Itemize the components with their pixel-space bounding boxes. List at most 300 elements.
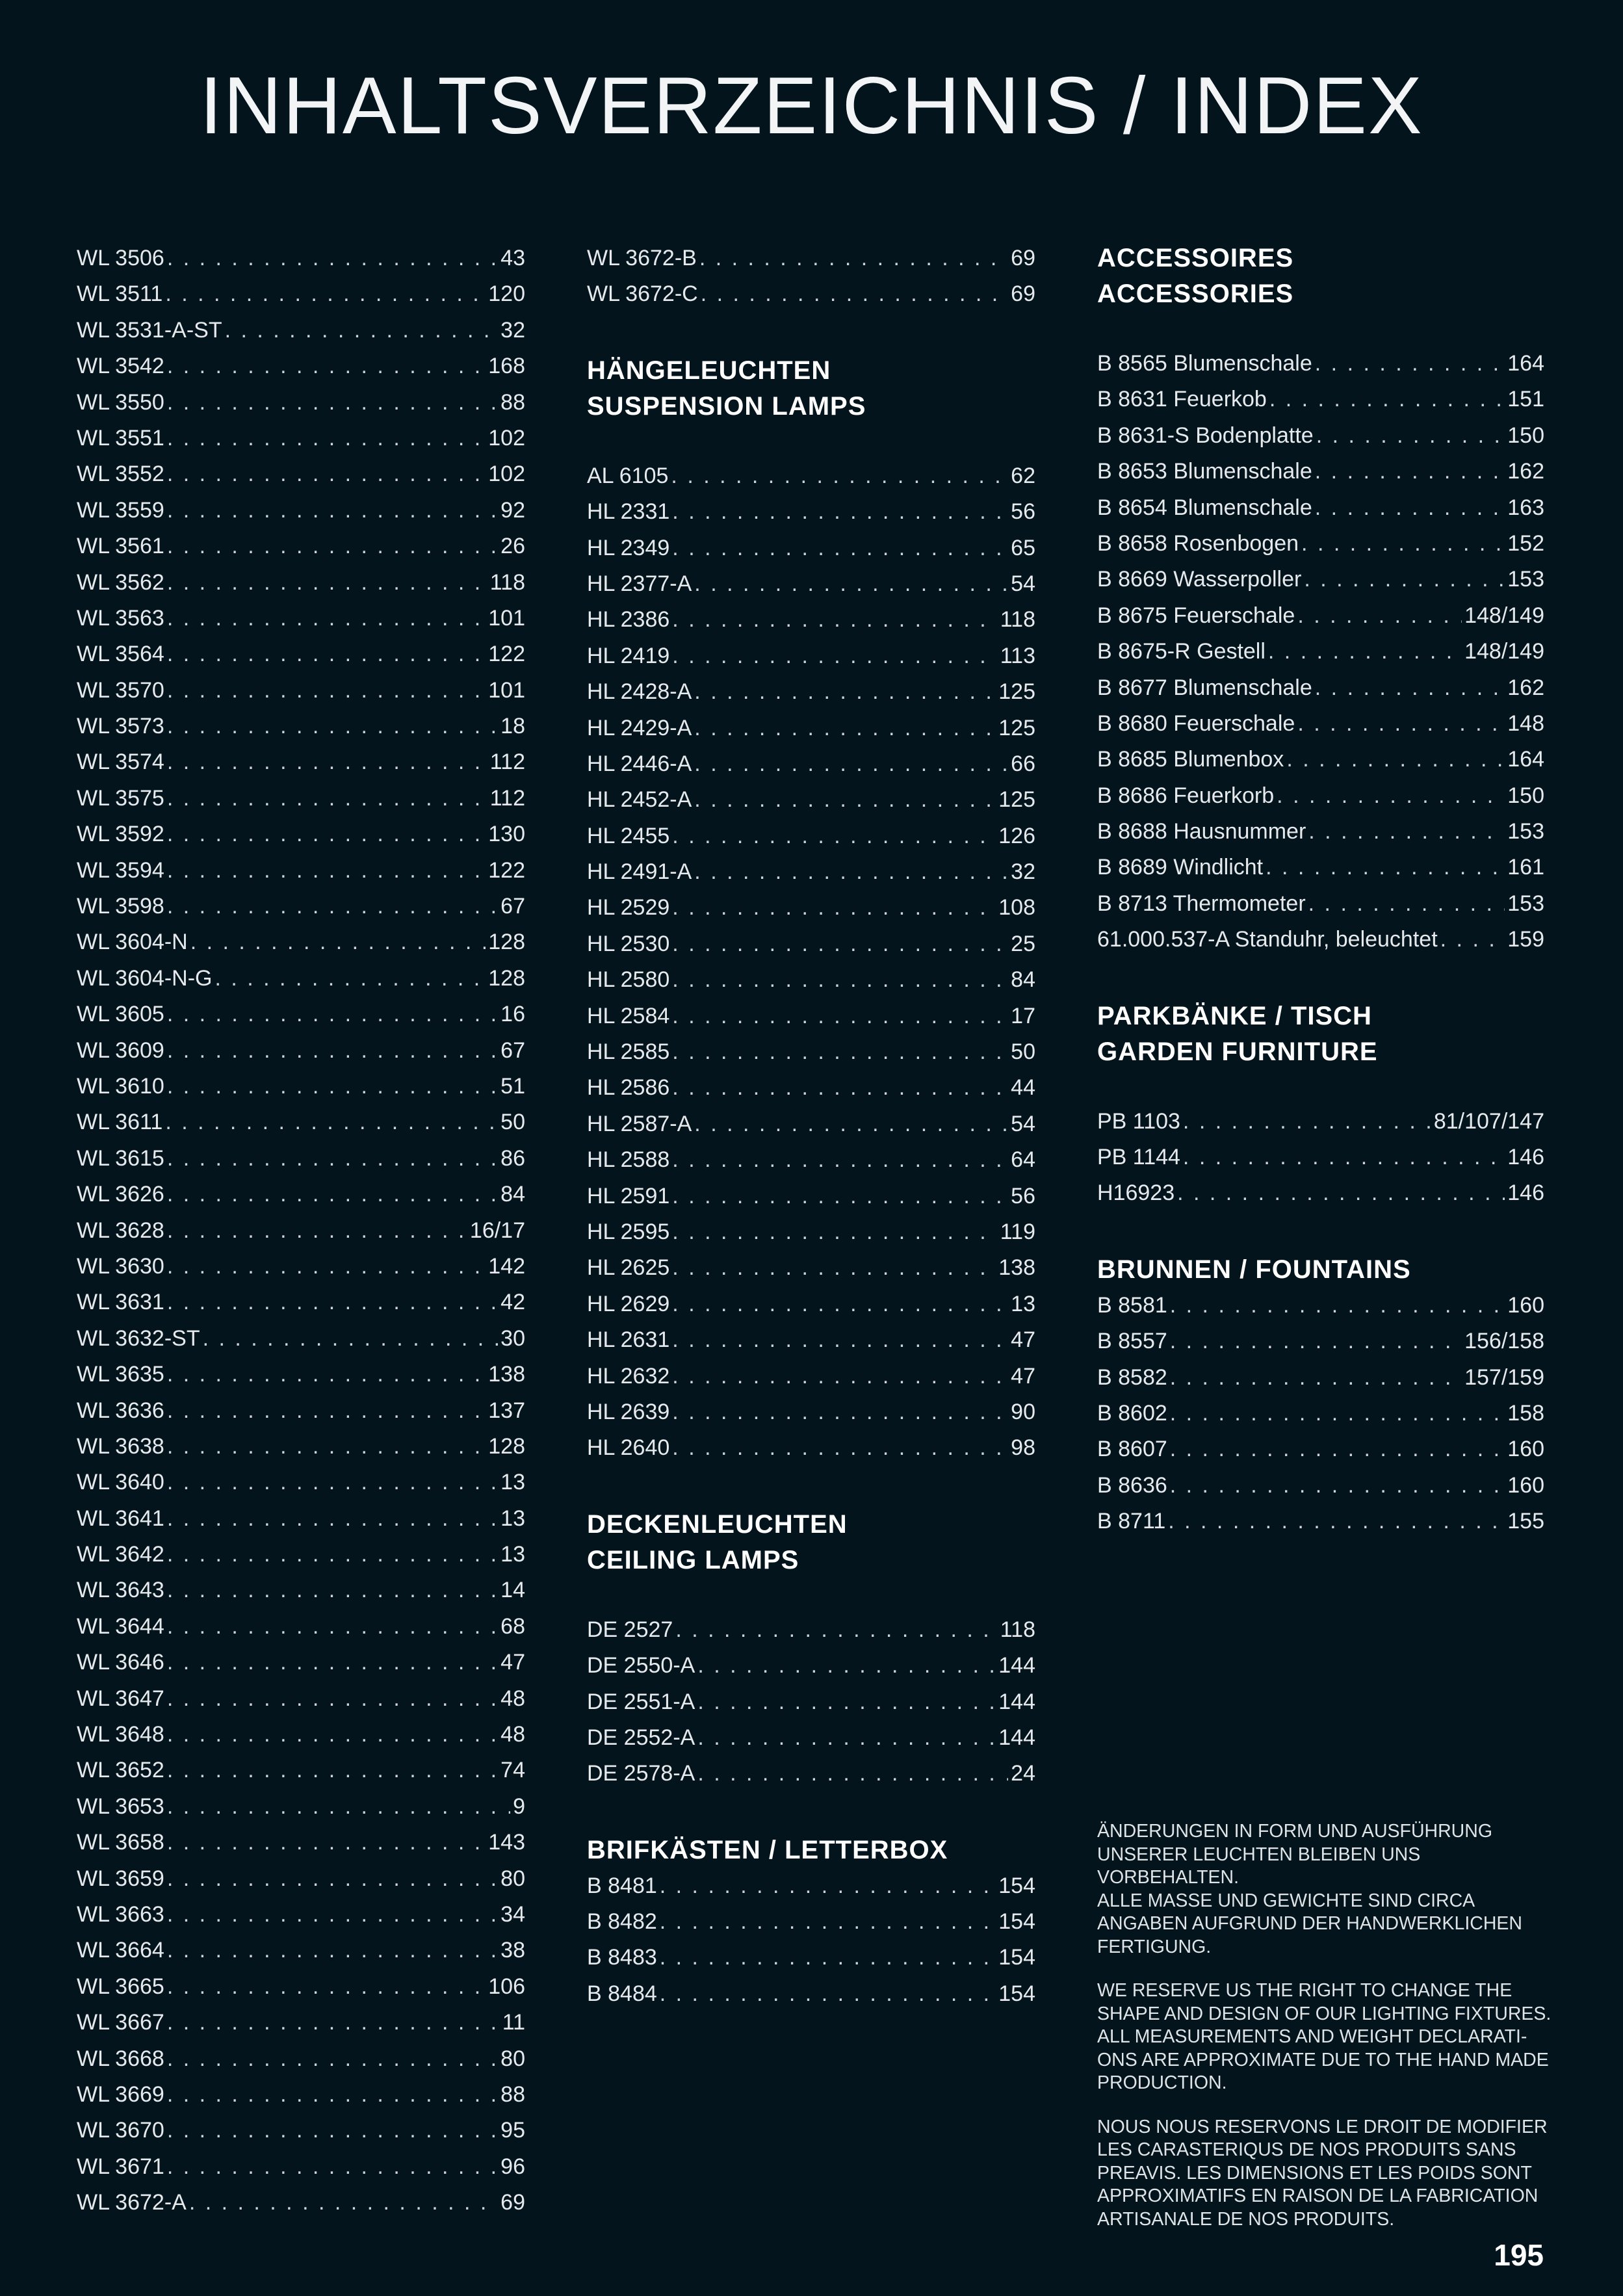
entry-page: 168 bbox=[488, 354, 525, 379]
dot-leader bbox=[167, 1501, 498, 1537]
entry-page: 69 bbox=[1011, 246, 1035, 270]
dot-leader bbox=[167, 385, 498, 421]
dot-leader bbox=[167, 348, 486, 384]
entry-code: WL 3615 bbox=[77, 1145, 164, 1171]
dot-leader bbox=[1297, 598, 1462, 634]
index-entry bbox=[77, 744, 525, 780]
index-entry bbox=[77, 385, 525, 421]
entry-page: 32 bbox=[500, 317, 525, 343]
entry-page: 120 bbox=[488, 281, 525, 307]
dot-leader bbox=[672, 1286, 1008, 1322]
entry-page: 80 bbox=[500, 1866, 525, 1891]
entry-code: WL 3671 bbox=[77, 2154, 164, 2179]
index-entry bbox=[77, 1645, 525, 1680]
entry-code: WL 3638 bbox=[77, 1433, 164, 1459]
dot-leader bbox=[1316, 418, 1505, 454]
index-entry bbox=[77, 1501, 525, 1537]
entry-page: 95 bbox=[500, 2118, 525, 2143]
entry-code: WL 3631 bbox=[77, 1290, 164, 1315]
section-heading: GARDEN FURNITURE bbox=[1097, 1037, 1378, 1066]
entry-page: 160 bbox=[1507, 1437, 1544, 1462]
entry-page: 122 bbox=[488, 642, 525, 667]
entry-code: WL 3641 bbox=[77, 1506, 164, 1531]
entry-code: HL 2349 bbox=[587, 535, 670, 560]
dot-leader bbox=[694, 566, 1008, 602]
page-number: 195 bbox=[1494, 2238, 1544, 2272]
index-entry bbox=[587, 1904, 1035, 1940]
disclaimer-line: ÄNDERUNGEN IN FORM UND AUSFÜHRUNG bbox=[1097, 1821, 1493, 1842]
index-entry bbox=[77, 1572, 525, 1608]
entry-page: 163 bbox=[1507, 495, 1544, 520]
entry-code: WL 3667 bbox=[77, 2010, 164, 2035]
entry-page: 153 bbox=[1507, 819, 1544, 844]
entry-page: 80 bbox=[500, 2046, 525, 2071]
entry-page: 84 bbox=[1011, 967, 1035, 993]
entry-page: 119 bbox=[1000, 1219, 1035, 1244]
index-entry bbox=[587, 890, 1035, 926]
entry-page: 154 bbox=[998, 1945, 1035, 1970]
dot-leader bbox=[203, 1321, 499, 1357]
dot-leader bbox=[214, 961, 486, 997]
index-entry bbox=[77, 1141, 525, 1177]
entry-code: B 8482 bbox=[587, 1909, 657, 1935]
entry-code: WL 3598 bbox=[77, 894, 164, 919]
entry-page: 150 bbox=[1507, 423, 1544, 448]
section-heading: BRUNNEN / FOUNTAINS bbox=[1097, 1255, 1411, 1284]
dot-leader bbox=[167, 565, 487, 601]
entry-code: WL 3561 bbox=[77, 534, 164, 559]
entry-page: 96 bbox=[500, 2154, 525, 2179]
dot-leader bbox=[167, 1825, 486, 1860]
index-entry bbox=[77, 673, 525, 709]
page-title: INHALTSVERZEICHNIS / INDEX bbox=[200, 61, 1423, 151]
entry-code: WL 3575 bbox=[77, 785, 164, 811]
index-entry bbox=[1097, 1468, 1544, 1504]
entry-code: WL 3550 bbox=[77, 389, 164, 415]
entry-code: WL 3628 bbox=[77, 1218, 164, 1243]
index-entry bbox=[587, 1359, 1035, 1394]
entry-code: PB 1103 bbox=[1097, 1108, 1180, 1134]
dot-leader bbox=[694, 746, 1008, 782]
entry-code: B 8557 bbox=[1097, 1329, 1167, 1354]
entry-page: 125 bbox=[998, 679, 1035, 705]
entry-code: B 8677 Blumenschale bbox=[1097, 675, 1312, 700]
index-entry bbox=[77, 241, 525, 276]
index-entry bbox=[77, 816, 525, 852]
entry-code: HL 2419 bbox=[587, 643, 670, 668]
dot-leader bbox=[165, 1104, 498, 1140]
entry-page: 128 bbox=[488, 965, 525, 991]
dot-leader bbox=[1170, 1396, 1505, 1431]
section-heading: PARKBÄNKE / TISCH bbox=[1097, 1001, 1372, 1030]
index-section bbox=[587, 1833, 1035, 2013]
entry-code: B 8582 bbox=[1097, 1364, 1167, 1390]
index-entry bbox=[1097, 490, 1544, 526]
index-entry bbox=[587, 1070, 1035, 1106]
index-entry bbox=[587, 566, 1035, 602]
entry-page: 118 bbox=[1000, 607, 1035, 633]
dot-leader bbox=[675, 1612, 997, 1648]
index-section bbox=[1097, 1252, 1544, 1540]
entry-page: 90 bbox=[1011, 1399, 1035, 1424]
dot-leader bbox=[167, 1572, 498, 1608]
entry-code: WL 3668 bbox=[77, 2046, 164, 2071]
entry-code: WL 3648 bbox=[77, 1722, 164, 1747]
dot-leader bbox=[1297, 706, 1505, 742]
index-entry bbox=[1097, 562, 1544, 597]
index-entry bbox=[1097, 1504, 1544, 1539]
entry-page: 34 bbox=[500, 1901, 525, 1927]
entry-code: B 8481 bbox=[587, 1873, 657, 1898]
entry-page: 138 bbox=[488, 1362, 525, 1387]
entry-page: 14 bbox=[500, 1578, 525, 1603]
entry-page: 101 bbox=[488, 605, 525, 631]
entry-code: DE 2552-A bbox=[587, 1725, 695, 1750]
entry-page: 164 bbox=[1507, 747, 1544, 772]
entry-code: WL 3570 bbox=[77, 677, 164, 703]
entry-page: 13 bbox=[1011, 1291, 1035, 1316]
dot-leader bbox=[672, 494, 1008, 530]
entry-code: B 8711 bbox=[1097, 1509, 1166, 1534]
index-entry bbox=[587, 782, 1035, 818]
index-entry bbox=[77, 1213, 525, 1249]
entry-code: WL 3594 bbox=[77, 857, 164, 883]
index-entry bbox=[77, 1717, 525, 1753]
dot-leader bbox=[1170, 1431, 1505, 1467]
index-entry bbox=[77, 1393, 525, 1429]
index-entry bbox=[77, 1069, 525, 1104]
dot-leader bbox=[701, 276, 1008, 312]
entry-code: PB 1144 bbox=[1097, 1145, 1180, 1170]
index-entry bbox=[587, 1756, 1035, 1792]
entry-page: 25 bbox=[1011, 931, 1035, 956]
disclaimer-line: APPROXIMATIFS EN RAISON DE LA FABRICATION bbox=[1097, 2185, 1539, 2206]
disclaimer-line: LES CARASTERIQUS DE NOS PRODUITS SANS bbox=[1097, 2139, 1516, 2160]
dot-leader bbox=[167, 636, 486, 672]
entry-code: WL 3664 bbox=[77, 1938, 164, 1963]
index-entry bbox=[77, 1177, 525, 1212]
disclaimer-line: WE RESERVE US THE RIGHT TO CHANGE THE bbox=[1097, 1980, 1513, 2001]
index-entry bbox=[1097, 1396, 1544, 1431]
index-entry bbox=[77, 1681, 525, 1717]
disclaimer-line: PREAVIS. LES DIMENSIONS ET LES POIDS SONT bbox=[1097, 2162, 1532, 2184]
entry-page: 162 bbox=[1507, 459, 1544, 484]
entry-code: WL 3626 bbox=[77, 1182, 164, 1207]
index-entry bbox=[77, 1897, 525, 1933]
index-entry bbox=[77, 1321, 525, 1357]
entry-code: WL 3604-N-G bbox=[77, 965, 213, 991]
entry-code: B 8607 bbox=[1097, 1437, 1167, 1462]
entry-code: WL 3652 bbox=[77, 1758, 164, 1783]
index-entry bbox=[1097, 1175, 1544, 1211]
entry-page: 65 bbox=[1011, 535, 1035, 560]
entry-code: HL 2428-A bbox=[587, 679, 692, 705]
dot-leader bbox=[167, 2041, 498, 2077]
entry-code: WL 3658 bbox=[77, 1830, 164, 1855]
index-section bbox=[587, 353, 1035, 1467]
index-entry bbox=[77, 493, 525, 528]
disclaimer-paragraph bbox=[1097, 2116, 1552, 2232]
entry-page: 44 bbox=[1011, 1075, 1035, 1101]
entry-code: B 8688 Hausnummer bbox=[1097, 819, 1306, 844]
index-section bbox=[1097, 241, 1544, 958]
entry-page: 56 bbox=[1011, 1183, 1035, 1208]
dot-leader bbox=[1315, 490, 1505, 526]
index-entry bbox=[587, 1612, 1035, 1648]
entry-code: HL 2587-A bbox=[587, 1111, 692, 1136]
entry-code: H16923 bbox=[1097, 1181, 1175, 1206]
entry-code: HL 2530 bbox=[587, 931, 670, 956]
dot-leader bbox=[167, 1537, 498, 1572]
index-entry bbox=[77, 924, 525, 960]
entry-page: 16 bbox=[500, 1002, 525, 1027]
entry-page: 17 bbox=[1011, 1003, 1035, 1028]
index-section bbox=[1097, 998, 1544, 1212]
entry-code: DE 2578-A bbox=[587, 1761, 695, 1786]
dot-leader bbox=[1170, 1360, 1462, 1396]
index-entry bbox=[587, 1976, 1035, 2012]
index-entry bbox=[1097, 1431, 1544, 1467]
entry-page: 88 bbox=[500, 2081, 525, 2107]
entry-code: WL 3670 bbox=[77, 2118, 164, 2143]
section-heading: SUSPENSION LAMPS bbox=[587, 391, 866, 421]
entry-code: B 8689 Windlicht bbox=[1097, 855, 1264, 880]
entry-code: HL 2386 bbox=[587, 607, 670, 633]
section-heading: ACCESSORIES bbox=[1097, 280, 1294, 308]
entry-page: 146 bbox=[1507, 1181, 1544, 1206]
entry-page: 69 bbox=[500, 2190, 525, 2215]
section-heading: BRIFKÄSTEN / LETTERBOX bbox=[587, 1835, 948, 1864]
index-entry bbox=[77, 709, 525, 744]
entry-code: WL 3672-C bbox=[587, 281, 698, 307]
dot-leader bbox=[167, 2149, 498, 2185]
index-entry bbox=[77, 1465, 525, 1500]
dot-leader bbox=[167, 241, 498, 276]
entry-code: WL 3605 bbox=[77, 1002, 164, 1027]
index-entry bbox=[77, 961, 525, 997]
entry-page: 144 bbox=[998, 1725, 1035, 1750]
dot-leader bbox=[189, 2185, 498, 2221]
index-entry bbox=[587, 1142, 1035, 1178]
entry-code: HL 2584 bbox=[587, 1003, 670, 1028]
entry-page: 69 bbox=[1011, 281, 1035, 307]
section-heading: HÄNGELEUCHTEN bbox=[587, 356, 831, 385]
dot-leader bbox=[167, 1033, 498, 1069]
entry-code: HL 2629 bbox=[587, 1291, 670, 1316]
entry-code: B 8631-S Bodenplatte bbox=[1097, 423, 1314, 448]
disclaimer-line: UNSERER LEUCHTEN BLEIBEN UNS VORBEHALTEN. bbox=[1097, 1844, 1421, 1888]
dot-leader bbox=[167, 1645, 498, 1680]
dot-leader bbox=[660, 1868, 996, 1904]
entry-page: 50 bbox=[1011, 1039, 1035, 1065]
index-entry bbox=[1097, 1288, 1544, 1324]
section-heading: DECKENLEUCHTEN bbox=[587, 1509, 848, 1539]
entry-page: 26 bbox=[500, 534, 525, 559]
dot-leader bbox=[167, 1249, 486, 1285]
dot-leader bbox=[694, 782, 996, 818]
entry-code: HL 2455 bbox=[587, 823, 670, 848]
entry-page: 148 bbox=[1507, 711, 1544, 736]
entry-code: B 8680 Feuerschale bbox=[1097, 711, 1295, 736]
entry-code: B 8631 Feuerkob bbox=[1097, 387, 1267, 412]
index-entry bbox=[1097, 670, 1544, 706]
dot-leader bbox=[697, 1756, 1008, 1792]
dot-leader bbox=[167, 744, 487, 780]
dot-leader bbox=[694, 1106, 1008, 1142]
entry-code: WL 3644 bbox=[77, 1613, 164, 1639]
dot-leader bbox=[672, 1179, 1008, 1214]
dot-leader bbox=[672, 1214, 997, 1250]
dot-leader bbox=[167, 1393, 486, 1429]
dot-leader bbox=[1277, 778, 1505, 814]
entry-code: HL 2632 bbox=[587, 1363, 670, 1389]
entry-code: HL 2640 bbox=[587, 1435, 670, 1461]
dot-leader bbox=[672, 1359, 1008, 1394]
entry-page: 106 bbox=[488, 1974, 525, 1999]
index-entry bbox=[1097, 598, 1544, 634]
index-entry bbox=[587, 998, 1035, 1034]
entry-page: 48 bbox=[500, 1722, 525, 1747]
entry-code: WL 3531-A-ST bbox=[77, 317, 222, 343]
dot-leader bbox=[167, 456, 486, 492]
disclaimer-notes bbox=[1097, 1820, 1552, 2252]
entry-page: 9 bbox=[513, 1794, 525, 1819]
entry-page: 156/158 bbox=[1464, 1329, 1544, 1354]
dot-leader bbox=[1168, 1504, 1505, 1539]
index-entry bbox=[587, 1720, 1035, 1756]
disclaimer-line: ONS ARE APPROXIMATE DUE TO THE HAND MADE bbox=[1097, 2049, 1549, 2070]
index-entry bbox=[77, 313, 525, 348]
dot-leader bbox=[1315, 346, 1505, 382]
entry-code: WL 3563 bbox=[77, 605, 164, 631]
entry-code: B 8669 Wasserpoller bbox=[1097, 567, 1302, 592]
index-entry bbox=[1097, 1104, 1544, 1140]
dot-leader bbox=[1440, 922, 1505, 958]
index-entry bbox=[587, 276, 1035, 312]
entry-page: 112 bbox=[489, 785, 525, 811]
dot-leader bbox=[1269, 382, 1505, 417]
dot-leader bbox=[167, 421, 486, 456]
index-entry bbox=[587, 1394, 1035, 1430]
entry-code: WL 3574 bbox=[77, 750, 164, 775]
entry-code: WL 3542 bbox=[77, 354, 164, 379]
entry-page: 162 bbox=[1507, 675, 1544, 700]
entry-code: B 8675 Feuerschale bbox=[1097, 603, 1295, 628]
entry-page: 130 bbox=[488, 822, 525, 847]
dot-leader bbox=[167, 1789, 510, 1825]
disclaimer-line: NOUS NOUS RESERVONS LE DROIT DE MODIFIER bbox=[1097, 2116, 1548, 2137]
dot-leader bbox=[167, 1177, 498, 1212]
entry-page: 47 bbox=[1011, 1363, 1035, 1389]
index-entry bbox=[1097, 742, 1544, 777]
entry-page: 48 bbox=[500, 1686, 525, 1711]
index-entry bbox=[77, 1933, 525, 1968]
dot-leader bbox=[167, 493, 498, 528]
entry-code: B 8685 Blumenbox bbox=[1097, 747, 1284, 772]
dot-leader bbox=[660, 1976, 996, 2012]
entry-code: B 8713 Thermometer bbox=[1097, 891, 1306, 916]
entry-code: HL 2429-A bbox=[587, 715, 692, 740]
entry-page: 92 bbox=[500, 497, 525, 523]
dot-leader bbox=[167, 889, 498, 924]
index-entry bbox=[77, 1033, 525, 1069]
entry-page: 138 bbox=[998, 1255, 1035, 1281]
entry-page: 144 bbox=[998, 1689, 1035, 1714]
index-entry bbox=[77, 2149, 525, 2185]
entry-code: HL 2595 bbox=[587, 1219, 670, 1244]
index-entry bbox=[77, 1969, 525, 2005]
index-column-3 bbox=[1097, 241, 1544, 1540]
entry-code: HL 2591 bbox=[587, 1183, 670, 1208]
entry-code: WL 3559 bbox=[77, 497, 164, 523]
entry-page: 42 bbox=[500, 1290, 525, 1315]
disclaimer-line: SHAPE AND DESIGN OF OUR LIGHTING FIXTURES. bbox=[1097, 2003, 1552, 2024]
entry-code: HL 2625 bbox=[587, 1255, 670, 1281]
index-entry bbox=[77, 2113, 525, 2148]
entry-code: HL 2580 bbox=[587, 967, 670, 993]
dot-leader bbox=[1315, 454, 1505, 489]
index-entry bbox=[587, 1648, 1035, 1684]
entry-code: WL 3659 bbox=[77, 1866, 164, 1891]
entry-page: 161 bbox=[1507, 855, 1544, 880]
index-entry bbox=[77, 348, 525, 384]
entry-code: WL 3672-B bbox=[587, 246, 697, 270]
entry-page: 154 bbox=[998, 1909, 1035, 1935]
index-entry bbox=[587, 1868, 1035, 1904]
index-entry bbox=[587, 1106, 1035, 1142]
dot-leader bbox=[167, 781, 487, 816]
dot-leader bbox=[167, 2005, 500, 2041]
disclaimer-line: PRODUCTION. bbox=[1097, 2072, 1227, 2093]
dot-leader bbox=[225, 313, 499, 348]
entry-code: WL 3564 bbox=[77, 642, 164, 667]
index-entry bbox=[587, 638, 1035, 674]
entry-page: 137 bbox=[488, 1398, 525, 1423]
index-entry bbox=[1097, 1360, 1544, 1396]
dot-leader bbox=[672, 962, 1008, 998]
entry-page: 68 bbox=[500, 1613, 525, 1639]
entry-page: 13 bbox=[500, 1506, 525, 1531]
entry-page: 24 bbox=[1011, 1761, 1035, 1786]
entry-code: B 8675-R Gestell bbox=[1097, 639, 1266, 664]
index-entry bbox=[587, 1250, 1035, 1286]
index-entry bbox=[587, 854, 1035, 890]
entry-page: 74 bbox=[500, 1758, 525, 1783]
dot-leader bbox=[167, 853, 486, 889]
entry-page: 158 bbox=[1507, 1400, 1544, 1426]
entry-code: B 8658 Rosenbogen bbox=[1097, 530, 1299, 556]
entry-code: WL 3636 bbox=[77, 1398, 164, 1423]
index-entry bbox=[587, 602, 1035, 638]
entry-page: 112 bbox=[489, 750, 525, 775]
entry-page: 84 bbox=[500, 1182, 525, 1207]
index-entry bbox=[77, 636, 525, 672]
dot-leader bbox=[1304, 562, 1505, 597]
index-entry bbox=[587, 962, 1035, 998]
index-entry bbox=[77, 421, 525, 456]
dot-leader bbox=[190, 924, 486, 960]
entry-code: WL 3610 bbox=[77, 1073, 164, 1099]
dot-leader bbox=[167, 528, 498, 564]
dot-leader bbox=[672, 1070, 1008, 1106]
entry-code: WL 3551 bbox=[77, 425, 164, 450]
dot-leader bbox=[671, 458, 1008, 494]
index-entry bbox=[77, 1357, 525, 1392]
entry-page: 153 bbox=[1507, 891, 1544, 916]
entry-code: WL 3640 bbox=[77, 1470, 164, 1495]
index-entry bbox=[77, 1249, 525, 1285]
entry-page: 154 bbox=[998, 1873, 1035, 1898]
